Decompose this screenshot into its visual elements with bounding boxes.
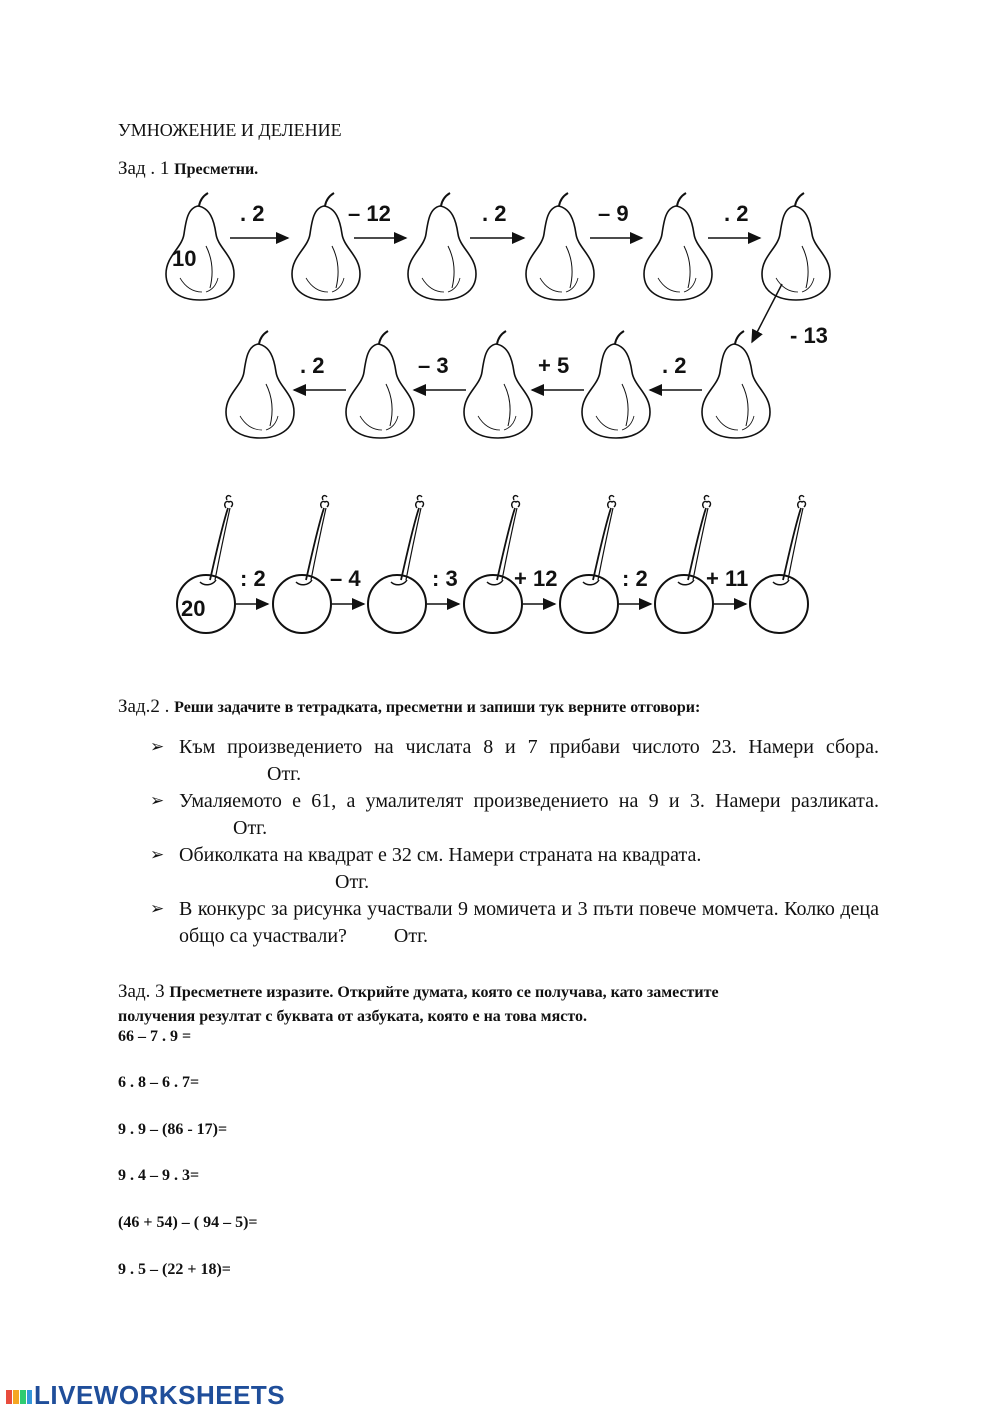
pear-start-number: 10 (172, 246, 197, 271)
cherry-6 (655, 496, 713, 633)
pear-8 (582, 331, 650, 438)
expression: 9 . 5 – (22 + 18)= (118, 1261, 231, 1278)
pear-op: . 2 (300, 353, 325, 378)
task2-instruction: Реши задачите в тетрадката, пресметни и запиши тук верните отговори: (174, 699, 701, 716)
cherry-7 (750, 496, 808, 633)
arrow-bullet-icon: ➢ (150, 899, 165, 919)
pear-op: – 12 (348, 201, 391, 226)
cherry-4 (464, 496, 522, 633)
answer-label: Отг. (267, 763, 302, 785)
expression: 66 – 7 . 9 = (118, 1028, 192, 1045)
cherry-start-number: 20 (181, 596, 206, 621)
task2-item (118, 734, 879, 788)
pear-op: + 5 (538, 353, 570, 378)
pear-6 (762, 193, 830, 300)
pear-4 (526, 193, 594, 300)
task1-label: Зад . 1 (118, 158, 170, 179)
task3-instruction-line1: Пресметнете изразите. Открийте думата, която се получава, като заместите (169, 984, 719, 1001)
cherry-2 (273, 496, 331, 633)
answer-label: Отг. (233, 817, 268, 839)
expression: (46 + 54) – ( 94 – 5)= (118, 1214, 258, 1231)
task2-item-text: Към произведението на числата 8 и 7 прибави числото 23. Намери сбора. (179, 736, 879, 758)
cherry-op: : 2 (622, 566, 648, 591)
pear-op: – 3 (418, 353, 449, 378)
pear-10 (346, 331, 414, 438)
task2-heading (118, 696, 700, 718)
pear-3 (408, 193, 476, 300)
task2-item (118, 842, 879, 896)
liveworksheets-logo (6, 1380, 285, 1411)
logo-text: LIVEWORKSHEETS (34, 1380, 286, 1410)
pear-7 (702, 331, 770, 438)
cherry-op: + 11 (706, 566, 749, 591)
pear-op: . 2 (724, 201, 749, 226)
cherry-3 (368, 496, 426, 633)
task2-item-text: Обиколката на квадрат е 32 см. Намери страната на квадрата. (179, 844, 702, 866)
expression: 9 . 9 – (86 - 17)= (118, 1121, 228, 1138)
logo-blocks-icon (6, 1387, 32, 1407)
arrow-bullet-icon: ➢ (150, 845, 165, 865)
task3-instruction-line2: получения резултат с буквата от азбуката, която е на това място. (118, 1008, 587, 1025)
task1-instruction: Пресметни. (174, 161, 259, 178)
pear-op: . 2 (662, 353, 687, 378)
cherry-op: – 4 (330, 566, 361, 591)
pear-9 (464, 331, 532, 438)
task3-heading (118, 980, 888, 1028)
cherry-op: + 12 (514, 566, 558, 591)
arrow (752, 284, 782, 342)
expression: 9 . 4 – 9 . 3= (118, 1167, 200, 1184)
page-title: УМНОЖЕНИЕ И ДЕЛЕНИЕ (118, 120, 342, 140)
task2-list (118, 734, 879, 950)
task2-label: Зад.2 . (118, 696, 170, 717)
pear-5 (644, 193, 712, 300)
pear-11 (226, 331, 294, 438)
task2-item-text: Умаляемото е 61, а умалителят произведението на 9 и 3. Намери разликата. (179, 790, 879, 812)
cherry-op: : 3 (432, 566, 458, 591)
pear-turn-op: - 13 (790, 323, 828, 348)
cherry-5 (560, 496, 618, 633)
cherry-op: : 2 (240, 566, 266, 591)
pear-op: . 2 (482, 201, 507, 226)
task2-item (118, 788, 879, 842)
task2-item (118, 896, 879, 950)
pear-op: – 9 (598, 201, 629, 226)
answer-label: Отг. (393, 925, 429, 947)
arrow-bullet-icon: ➢ (150, 791, 165, 811)
task3-label: Зад. 3 (118, 981, 165, 1002)
task2-item-text: В конкурс за рисунка участвали 9 момичета и 3 пъти повече момчета. Колко деца общо са участвали? (179, 898, 879, 947)
pear-op: . 2 (240, 201, 265, 226)
answer-label: Отг. (335, 871, 370, 893)
expression: 6 . 8 – 6 . 7= (118, 1074, 200, 1091)
arrow-bullet-icon: ➢ (150, 737, 165, 757)
